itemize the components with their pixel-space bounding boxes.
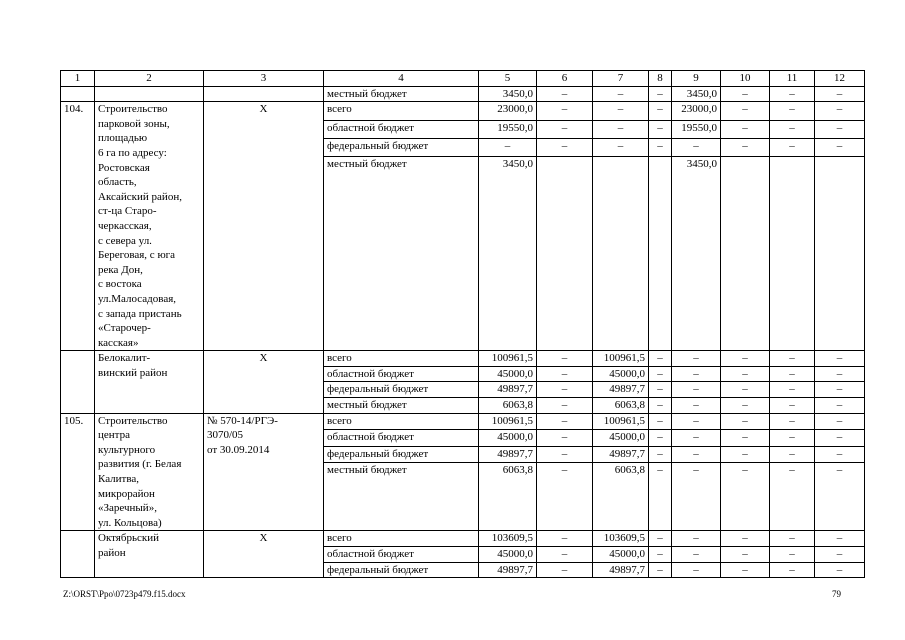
value-cell-col-5: 45000,0 — [479, 430, 537, 447]
budget-label: местный бюджет — [324, 463, 479, 531]
budget-table — [60, 70, 865, 578]
budget-label: всего — [324, 102, 479, 120]
value-cell-col-7: 49897,7 — [593, 446, 649, 463]
value-cell-col-12: – — [815, 547, 865, 563]
value-cell-col-10: – — [721, 547, 770, 563]
value-cell-col-6: – — [537, 138, 593, 156]
value-cell-col-7: 45000,0 — [593, 430, 649, 447]
value-cell-col-11: – — [770, 138, 815, 156]
value-cell-col-11: – — [770, 446, 815, 463]
value-cell-col-8: – — [649, 86, 672, 102]
column-number-3: 3 — [204, 71, 324, 87]
column-number-9: 9 — [672, 71, 721, 87]
value-cell-col-11: – — [770, 463, 815, 531]
value-cell-col-6: – — [537, 366, 593, 382]
value-cell-col-12: – — [815, 562, 865, 578]
value-cell-col-6: – — [537, 446, 593, 463]
budget-label: федеральный бюджет — [324, 446, 479, 463]
value-cell-col-11: – — [770, 430, 815, 447]
value-cell-col-6: – — [537, 398, 593, 414]
value-cell-col-12: – — [815, 446, 865, 463]
value-cell-col-6: – — [537, 463, 593, 531]
value-cell-col-5: 100961,5 — [479, 351, 537, 367]
value-cell-col-10: – — [721, 138, 770, 156]
value-cell-col-12: – — [815, 531, 865, 547]
value-cell-col-11: – — [770, 86, 815, 102]
value-cell-col-8: – — [649, 562, 672, 578]
value-cell-col-7 — [593, 157, 649, 351]
value-cell-col-11: – — [770, 531, 815, 547]
value-cell-col-6: – — [537, 547, 593, 563]
value-cell-col-11: – — [770, 351, 815, 367]
value-cell-col-6: – — [537, 120, 593, 138]
district-name: Белокалит- винский район — [95, 351, 204, 413]
value-cell-col-10: – — [721, 531, 770, 547]
column-number-7: 7 — [593, 71, 649, 87]
value-cell-col-7: – — [593, 102, 649, 120]
value-cell-col-9: – — [672, 463, 721, 531]
column-number-5: 5 — [479, 71, 537, 87]
column-number-6: 6 — [537, 71, 593, 87]
value-cell-col-5: 100961,5 — [479, 413, 537, 430]
value-cell-col-9: – — [672, 430, 721, 447]
column-number-8: 8 — [649, 71, 672, 87]
value-cell-col-5: 3450,0 — [479, 157, 537, 351]
value-cell-col-10: – — [721, 102, 770, 120]
value-cell-col-5: 45000,0 — [479, 366, 537, 382]
value-cell-col-12: – — [815, 138, 865, 156]
document-reference: Х — [204, 531, 324, 578]
value-cell-col-9: – — [672, 138, 721, 156]
value-cell-col-9: 19550,0 — [672, 120, 721, 138]
value-cell-col-6 — [537, 157, 593, 351]
budget-label: областной бюджет — [324, 366, 479, 382]
value-cell-col-10: – — [721, 562, 770, 578]
budget-label: всего — [324, 351, 479, 367]
table-row — [61, 86, 865, 102]
value-cell-col-5: 49897,7 — [479, 446, 537, 463]
item-number: 104. — [61, 102, 95, 351]
budget-label: местный бюджет — [324, 157, 479, 351]
value-cell-col-6: – — [537, 86, 593, 102]
budget-label: местный бюджет — [324, 86, 479, 102]
value-cell-col-8: – — [649, 430, 672, 447]
budget-label: всего — [324, 531, 479, 547]
value-cell-col-6: – — [537, 413, 593, 430]
value-cell-col-7: – — [593, 138, 649, 156]
value-cell-col-9: – — [672, 366, 721, 382]
value-cell-col-12: – — [815, 351, 865, 367]
value-cell-col-11: – — [770, 120, 815, 138]
value-cell-col-7: 45000,0 — [593, 547, 649, 563]
value-cell-col-5: 23000,0 — [479, 102, 537, 120]
value-cell-col-7: 6063,8 — [593, 398, 649, 414]
value-cell-col-8: – — [649, 382, 672, 398]
table-row — [61, 531, 865, 547]
value-cell-col-8: – — [649, 413, 672, 430]
value-cell-col-10: – — [721, 413, 770, 430]
value-cell-col-11 — [770, 157, 815, 351]
budget-label: областной бюджет — [324, 430, 479, 447]
value-cell-col-8: – — [649, 120, 672, 138]
value-cell-col-10: – — [721, 351, 770, 367]
value-cell-col-11: – — [770, 562, 815, 578]
column-number-2: 2 — [95, 71, 204, 87]
value-cell-col-7: 49897,7 — [593, 562, 649, 578]
column-number-1: 1 — [61, 71, 95, 87]
budget-label: областной бюджет — [324, 120, 479, 138]
value-cell-col-8: – — [649, 463, 672, 531]
value-cell-col-6: – — [537, 531, 593, 547]
table-row — [61, 102, 865, 120]
column-number-10: 10 — [721, 71, 770, 87]
value-cell-col-12: – — [815, 413, 865, 430]
value-cell-col-9: – — [672, 398, 721, 414]
value-cell-col-9: – — [672, 413, 721, 430]
value-cell-col-11: – — [770, 382, 815, 398]
item-number: 105. — [61, 413, 95, 531]
value-cell-col-12: – — [815, 398, 865, 414]
header-row — [61, 71, 865, 87]
value-cell-col-8: – — [649, 366, 672, 382]
value-cell-col-5: – — [479, 138, 537, 156]
value-cell-col-9: 23000,0 — [672, 102, 721, 120]
budget-label: федеральный бюджет — [324, 562, 479, 578]
value-cell-col-6: – — [537, 351, 593, 367]
empty-cell — [61, 351, 95, 413]
budget-label: федеральный бюджет — [324, 382, 479, 398]
value-cell-col-5: 45000,0 — [479, 547, 537, 563]
value-cell-col-8: – — [649, 531, 672, 547]
value-cell-col-9: – — [672, 446, 721, 463]
empty-cell — [61, 531, 95, 578]
table-row — [61, 351, 865, 367]
value-cell-col-8: – — [649, 398, 672, 414]
value-cell-col-7: – — [593, 86, 649, 102]
table-row — [61, 413, 865, 430]
value-cell-col-8: – — [649, 102, 672, 120]
value-cell-col-10 — [721, 157, 770, 351]
value-cell-col-9: – — [672, 351, 721, 367]
value-cell-col-8 — [649, 157, 672, 351]
value-cell-col-5: 6063,8 — [479, 463, 537, 531]
empty-cell — [95, 86, 204, 102]
value-cell-col-7: 103609,5 — [593, 531, 649, 547]
value-cell-col-9: – — [672, 562, 721, 578]
value-cell-col-5: 103609,5 — [479, 531, 537, 547]
document-reference: № 570-14/РГЭ- 3070/05 от 30.09.2014 — [204, 413, 324, 531]
value-cell-col-12: – — [815, 382, 865, 398]
column-number-12: 12 — [815, 71, 865, 87]
value-cell-col-7: 6063,8 — [593, 463, 649, 531]
value-cell-col-6: – — [537, 102, 593, 120]
value-cell-col-12: – — [815, 366, 865, 382]
value-cell-col-11: – — [770, 413, 815, 430]
value-cell-col-5: 49897,7 — [479, 562, 537, 578]
value-cell-col-10: – — [721, 446, 770, 463]
column-number-11: 11 — [770, 71, 815, 87]
district-name: Октябрьский район — [95, 531, 204, 578]
value-cell-col-12 — [815, 157, 865, 351]
value-cell-col-7: – — [593, 120, 649, 138]
value-cell-col-8: – — [649, 547, 672, 563]
item-title: Строительство центра культурного развития (г. Белая Калитва, микрорайон «Заречный», ул. Кольцова) — [95, 413, 204, 531]
value-cell-col-8: – — [649, 351, 672, 367]
item-title: Строительство парковой зоны, площадью 6 га по адресу: Ростовская область, Аксайский район, ст-ца Старо- черкасская, с севера ул. Береговая, с юга река Дон, с востока ул.Малосадовая, с запада пристань «Старочер- касская» — [95, 102, 204, 351]
value-cell-col-12: – — [815, 430, 865, 447]
value-cell-col-10: – — [721, 430, 770, 447]
value-cell-col-10: – — [721, 382, 770, 398]
budget-label: всего — [324, 413, 479, 430]
value-cell-col-9: 3450,0 — [672, 157, 721, 351]
value-cell-col-11: – — [770, 102, 815, 120]
value-cell-col-7: 100961,5 — [593, 351, 649, 367]
value-cell-col-6: – — [537, 382, 593, 398]
value-cell-col-12: – — [815, 463, 865, 531]
footer-file-path: Z:\ORST\Ppo\0723p479.f15.docx — [63, 589, 186, 599]
value-cell-col-10: – — [721, 463, 770, 531]
column-number-4: 4 — [324, 71, 479, 87]
value-cell-col-9: – — [672, 531, 721, 547]
value-cell-col-10: – — [721, 86, 770, 102]
value-cell-col-7: 100961,5 — [593, 413, 649, 430]
value-cell-col-5: 49897,7 — [479, 382, 537, 398]
budget-label: областной бюджет — [324, 547, 479, 563]
value-cell-col-12: – — [815, 102, 865, 120]
value-cell-col-10: – — [721, 398, 770, 414]
value-cell-col-8: – — [649, 138, 672, 156]
page-number: 79 — [832, 589, 841, 599]
value-cell-col-6: – — [537, 562, 593, 578]
value-cell-col-5: 6063,8 — [479, 398, 537, 414]
value-cell-col-6: – — [537, 430, 593, 447]
value-cell-col-9: – — [672, 382, 721, 398]
value-cell-col-12: – — [815, 86, 865, 102]
value-cell-col-10: – — [721, 366, 770, 382]
value-cell-col-5: 19550,0 — [479, 120, 537, 138]
document-reference: Х — [204, 102, 324, 351]
value-cell-col-11: – — [770, 547, 815, 563]
value-cell-col-9: 3450,0 — [672, 86, 721, 102]
empty-cell — [204, 86, 324, 102]
value-cell-col-7: 49897,7 — [593, 382, 649, 398]
value-cell-col-7: 45000,0 — [593, 366, 649, 382]
value-cell-col-11: – — [770, 366, 815, 382]
value-cell-col-10: – — [721, 120, 770, 138]
budget-label: местный бюджет — [324, 398, 479, 414]
budget-label: федеральный бюджет — [324, 138, 479, 156]
value-cell-col-8: – — [649, 446, 672, 463]
value-cell-col-11: – — [770, 398, 815, 414]
document-reference: Х — [204, 351, 324, 413]
value-cell-col-12: – — [815, 120, 865, 138]
value-cell-col-5: 3450,0 — [479, 86, 537, 102]
value-cell-col-9: – — [672, 547, 721, 563]
empty-cell — [61, 86, 95, 102]
